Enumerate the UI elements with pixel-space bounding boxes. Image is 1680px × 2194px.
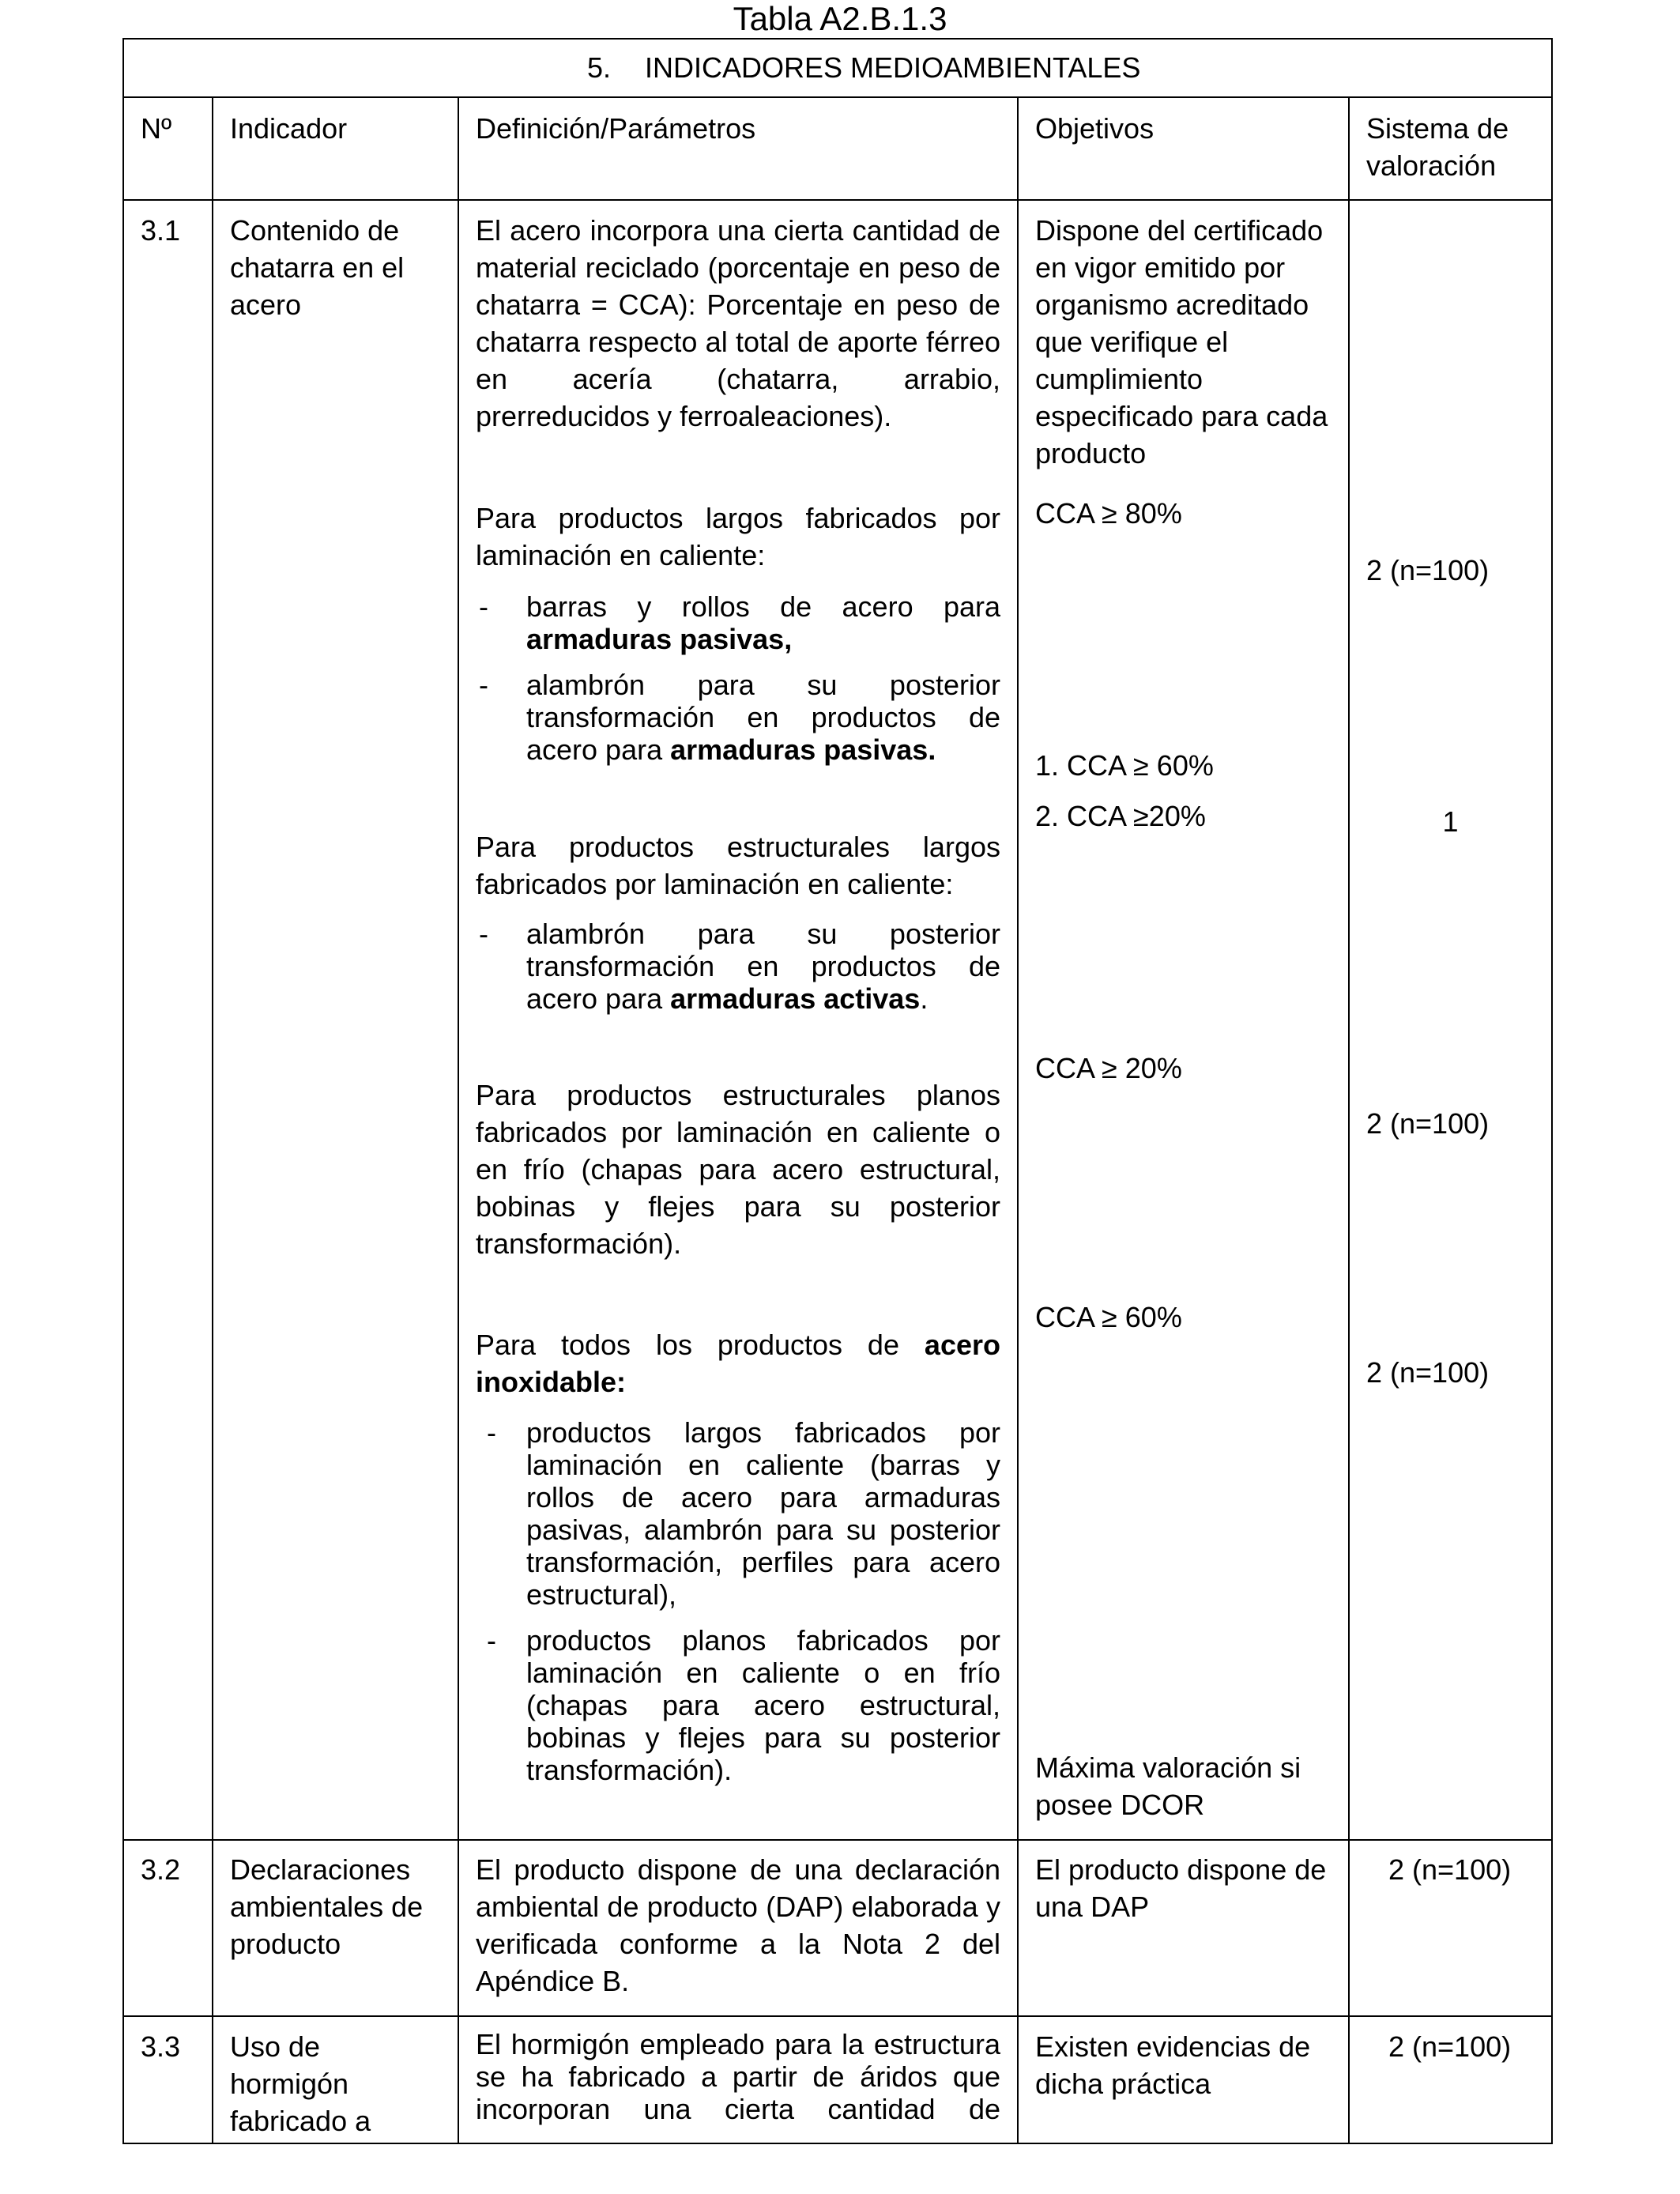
group4-objective: CCA ≥ 60% xyxy=(1035,1301,1182,1333)
group4-lead-line: Para todos los productos de acero xyxy=(476,1329,1000,1361)
header-num: Nº xyxy=(141,112,172,145)
group3-lead-line: en frío (chapas para acero estructural, xyxy=(476,1153,1000,1186)
group1-objective: CCA ≥ 80% xyxy=(1035,497,1182,530)
row-3-3-score: 2 (n=100) xyxy=(1388,2030,1512,2063)
header-system-line2: valoración xyxy=(1366,149,1497,182)
row-3-2-def-line: ambiental de producto (DAP) elaborada y xyxy=(476,1891,1000,1923)
header-objectives: Objetivos xyxy=(1035,112,1155,145)
row-3-2-def-line: El producto dispone de una declaración xyxy=(476,1853,1000,1886)
row-3-2-indicator-line: producto xyxy=(230,1928,341,1960)
row-3-1-indicator-line: Contenido de xyxy=(230,214,400,247)
row-3-2-def-line: verificada conforme a la Nota 2 del xyxy=(476,1928,1000,1960)
row-3-1-indicator-line: acero xyxy=(230,288,302,321)
row-3-1-obj-line: en vigor emitido por xyxy=(1035,251,1286,284)
group3-lead-line: Para productos estructurales planos xyxy=(476,1079,1000,1111)
row-3-1-obj-line: producto xyxy=(1035,437,1147,469)
row-3-3-num: 3.3 xyxy=(141,2030,181,2063)
group3-lead-line: transformación). xyxy=(476,1227,682,1260)
row-3-1-def-line: en acería (chatarra, arrabio, xyxy=(476,363,1000,395)
section-number: 5. xyxy=(587,51,612,84)
row-3-1-obj-line: que verifique el xyxy=(1035,326,1229,358)
row-3-1-num: 3.1 xyxy=(141,214,181,247)
row-3-3-indicator-line: Uso de xyxy=(230,2030,321,2063)
row-3-2-def-line: Apéndice B. xyxy=(476,1965,630,1997)
row-3-2-indicator-line: ambientales de xyxy=(230,1891,424,1923)
row-3-3-indicator-line: fabricado a xyxy=(230,2105,371,2137)
row-3-3-obj-line: dicha práctica xyxy=(1035,2068,1211,2100)
row-3-3-indicator-line: hormigón xyxy=(230,2068,349,2100)
group1-lead-line: laminación en caliente: xyxy=(476,539,766,571)
group3-lead-line: fabricados por laminación en caliente o xyxy=(476,1116,1000,1148)
row-3-1-def-line: material reciclado (porcentaje en peso de xyxy=(476,251,1000,284)
row-3-3-def-line: incorporan una cierta cantidad de xyxy=(476,2093,1000,2125)
row-3-2-indicator-line: Declaraciones xyxy=(230,1853,411,1886)
header-definition: Definición/Parámetros xyxy=(476,112,756,145)
row-3-2-obj-line: El producto dispone de xyxy=(1035,1853,1327,1886)
table-title: Tabla A2.B.1.3 xyxy=(733,0,947,37)
row-3-3-def-line: se ha fabricado a partir de áridos que xyxy=(476,2060,1000,2093)
row-3-1-obj-line: Dispone del certificado xyxy=(1035,214,1324,247)
row-3-2-num: 3.2 xyxy=(141,1853,181,1886)
group1-score: 2 (n=100) xyxy=(1366,554,1490,586)
header-system-line1: Sistema de xyxy=(1366,112,1509,145)
group1-bullet-1: - barras y rollos de acero para armaduras pasivas, xyxy=(479,590,1000,655)
section-title: INDICADORES MEDIOAMBIENTALES xyxy=(645,51,1141,84)
row-3-3-def-line: El hormigón empleado para la estructura xyxy=(476,2028,1000,2060)
row-3-1-def-line: prerreducidos y ferroaleaciones). xyxy=(476,400,892,432)
group3-objective: CCA ≥ 20% xyxy=(1035,1052,1182,1084)
group2-bullet-1: - alambrón para su posterior transformación en productos de acero para armaduras activas. xyxy=(479,918,1000,1015)
group4-objective-note: Máxima valoración si xyxy=(1035,1751,1301,1784)
group3-score: 2 (n=100) xyxy=(1366,1107,1490,1140)
row-3-1-def-line: chatarra = CCA): Porcentaje en peso de xyxy=(476,288,1000,321)
group4-lead-line: inoxidable: xyxy=(476,1366,627,1398)
row-3-1-obj-line: cumplimiento xyxy=(1035,363,1203,395)
group1-bullet-2: - alambrón para su posterior transformación en productos de acero para armaduras pasivas. xyxy=(479,669,1000,766)
group1-objective-1: 1. CCA ≥ 60% xyxy=(1035,749,1214,782)
group2-score: 1 xyxy=(1442,805,1459,838)
header-indicator: Indicador xyxy=(230,112,348,145)
group1-lead-line: Para productos largos fabricados por xyxy=(476,502,1000,534)
row-3-2-obj-line: una DAP xyxy=(1035,1891,1150,1923)
group4-score: 2 (n=100) xyxy=(1366,1356,1490,1389)
row-3-3-obj-line: Existen evidencias de xyxy=(1035,2030,1311,2063)
group4-bullet-2: - productos planos fabricados por laminación en caliente o en frío (chapas para acero estructural, bobinas y flejes para su posterior transformación). xyxy=(487,1624,1000,1786)
row-3-1-indicator-line: chatarra en el xyxy=(230,251,405,284)
group4-bullet-1: - productos largos fabricados por laminación en caliente (barras y rollos de acero para armaduras pasivas, alambrón para su posterior transformación, perfiles para acero estructural), xyxy=(487,1416,1000,1611)
group3-lead-line: bobinas y flejes para su posterior xyxy=(476,1190,1000,1223)
row-3-1-def-line: chatarra respecto al total de aporte férreo xyxy=(476,326,1000,358)
group4-objective-note: posee DCOR xyxy=(1035,1789,1205,1821)
group2-lead-line: Para productos estructurales largos xyxy=(476,831,1000,863)
row-3-1-obj-line: especificado para cada xyxy=(1035,400,1328,432)
row-3-1-obj-line: organismo acreditado xyxy=(1035,288,1309,321)
group1-objective-2: 2. CCA ≥20% xyxy=(1035,800,1206,832)
row-3-2-score: 2 (n=100) xyxy=(1388,1853,1512,1886)
group2-lead-line: fabricados por laminación en caliente: xyxy=(476,868,954,900)
row-3-1-def-line: El acero incorpora una cierta cantidad de xyxy=(476,214,1000,247)
